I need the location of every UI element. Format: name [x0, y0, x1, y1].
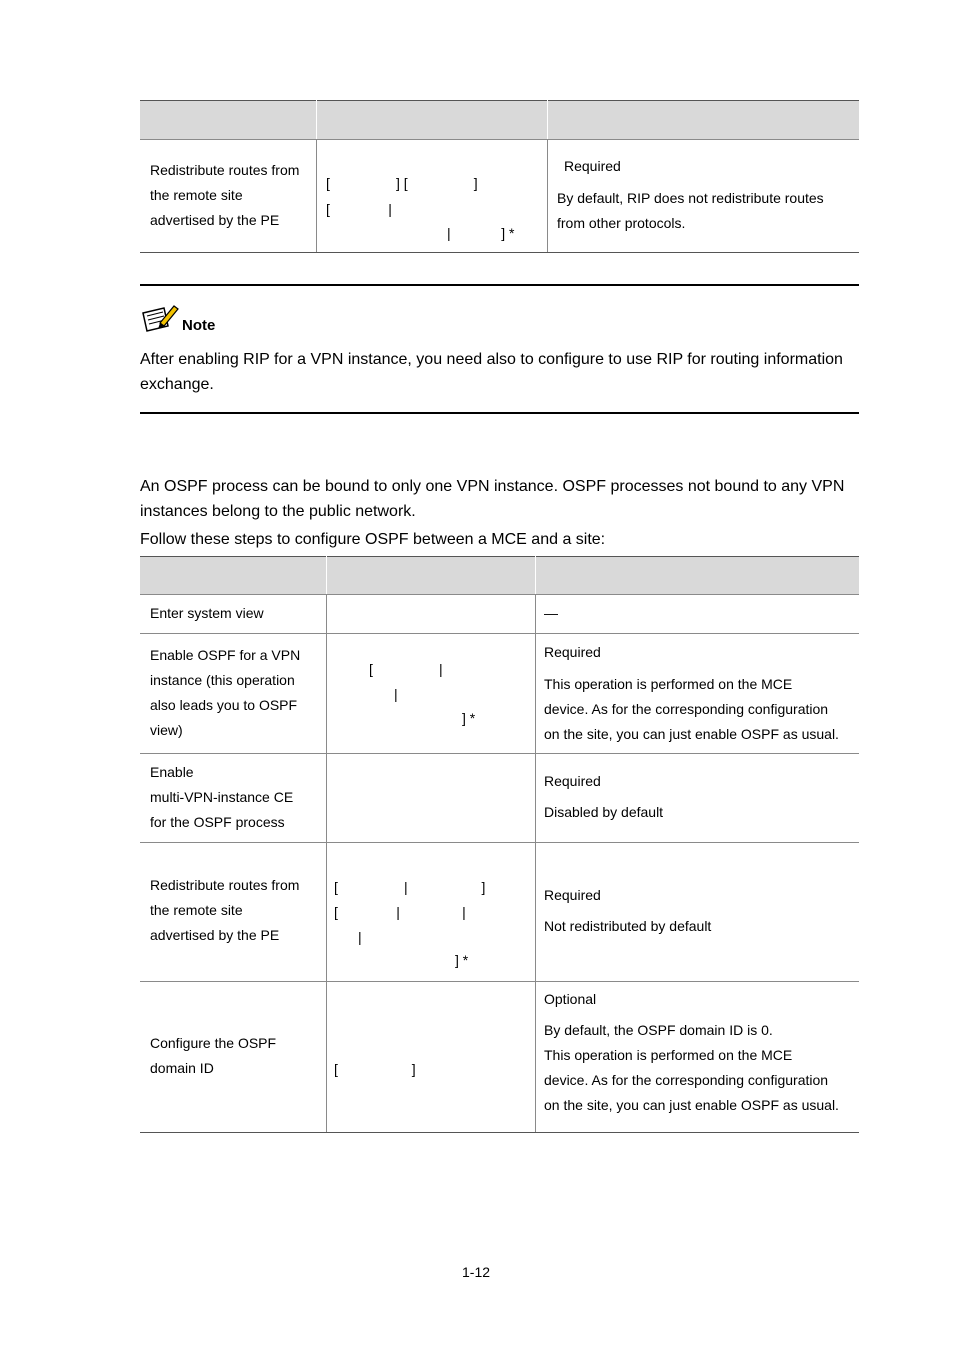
operation-line: view)	[150, 722, 183, 738]
table1-desc-required: Required	[564, 158, 621, 174]
operation-line: Enable OSPF for a VPN	[150, 647, 301, 663]
table2-row3-operation	[150, 760, 293, 835]
table1-cmd-line1: [ ] [ ]	[326, 175, 478, 191]
table1-cmd-line3: | ] *	[447, 225, 515, 241]
table1-operation	[150, 158, 299, 233]
ospf-paragraph	[140, 474, 844, 524]
table2-row4-operation	[150, 873, 299, 948]
desc-line: on the site, you can just enable OSPF as usual.	[544, 726, 839, 742]
table2-row2-cmd: [ |	[369, 661, 443, 677]
table2-row5-operation	[150, 1031, 276, 1081]
table2-row2-desc	[544, 640, 839, 747]
table2-row3-desc	[544, 769, 663, 825]
page-number: 1-12	[462, 1264, 491, 1280]
table2-row1-operation: Enter system view	[150, 605, 264, 621]
operation-line: for the OSPF process	[150, 814, 285, 830]
operation-line: Redistribute routes from	[150, 877, 300, 893]
operation-line: multi-VPN-instance CE	[150, 789, 294, 805]
note-bottom-rule	[140, 412, 859, 414]
table1-cmd-line2: [ |	[326, 201, 392, 217]
table2-row4-cmd: |	[358, 929, 362, 945]
desc-line: By default, the OSPF domain ID is 0.	[544, 1022, 773, 1038]
desc-line: on the site, you can just enable OSPF as usual.	[544, 1097, 839, 1113]
table2-row2-cmd: |	[394, 686, 398, 702]
operation-line: also leads you to OSPF	[150, 697, 298, 713]
note-text-line: After enabling RIP for a VPN instance, you need also to configure to use RIP for routing information	[140, 351, 843, 368]
table2-row5-desc	[544, 987, 839, 1118]
operation-line: Configure the OSPF	[150, 1035, 277, 1051]
table2-row2-operation	[150, 643, 300, 743]
operation-line: Enable	[150, 764, 194, 780]
note-top-rule	[140, 284, 859, 286]
table2-row4-cmd: [ | |	[334, 904, 466, 920]
paragraph-line: instances belong to the public network.	[140, 503, 416, 520]
operation-line: the remote site	[150, 187, 243, 203]
table2-row4-desc	[544, 883, 711, 939]
table2-row5-cmd: [ ]	[334, 1061, 416, 1077]
desc-line: from other protocols.	[557, 215, 686, 231]
desc-line: Optional	[544, 991, 597, 1007]
operation-line: the remote site	[150, 902, 243, 918]
table2-row4-cmd: [ | ]	[334, 879, 486, 895]
desc-line: By default, RIP does not redistribute routes	[557, 190, 824, 206]
table2-header	[140, 556, 859, 594]
desc-line: Required	[544, 887, 601, 903]
desc-line: Required	[544, 773, 601, 789]
desc-line: Required	[544, 644, 601, 660]
desc-line: device. As for the corresponding configuration	[544, 701, 829, 717]
operation-line: instance (this operation	[150, 672, 295, 688]
operation-line: Redistribute routes from	[150, 162, 300, 178]
note-text-line: exchange.	[140, 376, 214, 393]
operation-line: advertised by the PE	[150, 927, 280, 943]
desc-line: Disabled by default	[544, 804, 664, 820]
table2-row1-desc: —	[544, 605, 558, 621]
table2-row4-cmd: ] *	[455, 952, 469, 968]
note-text	[140, 347, 843, 397]
ospf-steps-intro: Follow these steps to configure OSPF between a MCE and a site:	[140, 531, 606, 548]
desc-line: Not redistributed by default	[544, 918, 712, 934]
operation-line: advertised by the PE	[150, 212, 280, 228]
operation-line: domain ID	[150, 1060, 214, 1076]
paragraph-line: An OSPF process can be bound to only one VPN instance. OSPF processes not bound to any VPN	[140, 478, 845, 495]
desc-line: This operation is performed on the MCE	[544, 1047, 793, 1063]
table2-row2-cmd: ] *	[462, 710, 476, 726]
table1-desc	[557, 186, 824, 236]
desc-line: This operation is performed on the MCE	[544, 676, 793, 692]
note-icon	[140, 304, 180, 339]
desc-line: device. As for the corresponding configuration	[544, 1072, 829, 1088]
table1-header	[140, 100, 859, 139]
note-label: Note	[182, 317, 216, 334]
